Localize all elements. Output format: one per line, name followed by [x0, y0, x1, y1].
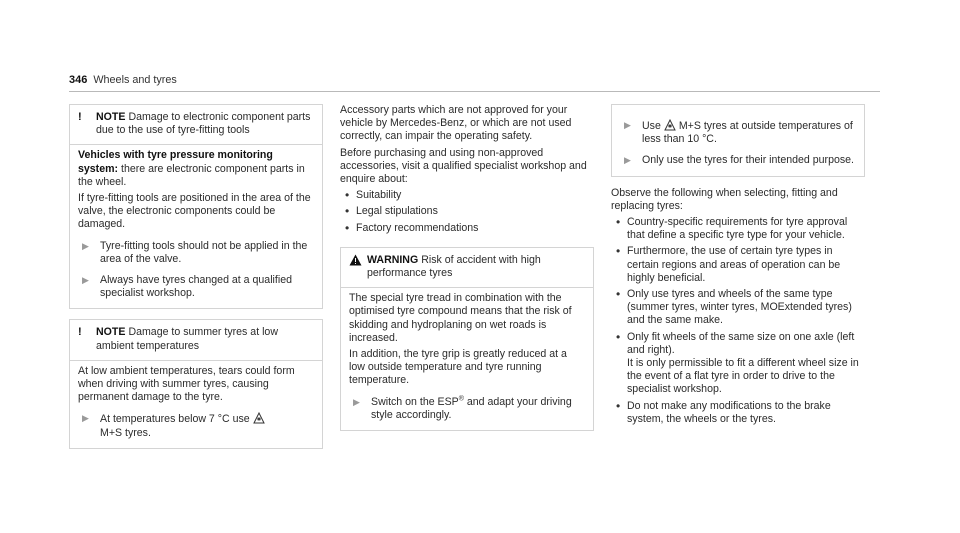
play-arrow-icon: ▶: [82, 413, 89, 424]
list-item-extra: It is only permissible to fit a different wheel size in the event of a flat tyre in order to drive to the specialist workshop.: [627, 357, 859, 396]
column-middle: [340, 104, 594, 441]
accessory-paragraph: Accessory parts which are not approved for your vehicle by Mercedes-Benz, or which are not used correctly, can impair the operating safety.: [340, 104, 572, 143]
note-header: [70, 320, 322, 360]
action-text: Tyre-fitting tools should not be applied in the area of the valve.: [100, 239, 308, 265]
column-left: [69, 104, 323, 459]
action-text: [642, 119, 856, 146]
warning-triangle-icon: [349, 254, 367, 280]
note-title-text: Damage to electronic component parts due to the use of tyre-fitting tools: [96, 111, 311, 137]
notice-icon: !: [78, 326, 82, 339]
note-subheading: Vehicles with tyre pressure monitoring system:: [78, 149, 273, 175]
note-box-summer-tyres: [69, 319, 323, 448]
play-arrow-icon: ▶: [624, 120, 631, 130]
snowflake-mountain-icon: [664, 119, 676, 131]
page-header: [69, 74, 880, 90]
action-step: [620, 154, 856, 167]
warning-paragraph: The special tyre tread in combination with the optimised tyre compound means that the risk of skidding and hydroplaning on wet roads is increased.: [349, 292, 572, 344]
action-step: [78, 240, 314, 266]
play-arrow-icon: ▶: [624, 155, 631, 166]
tyre-rules-list: [611, 216, 865, 426]
action-step: [620, 119, 856, 146]
list-item: [611, 331, 865, 397]
action-text-start: At temperatures below 7 °C use: [100, 413, 250, 426]
action-step: [78, 412, 314, 439]
play-arrow-icon: ▶: [353, 396, 360, 407]
purchase-paragraph: Before purchasing and using non-approved accessories, visit a qualified specialist workshop and enquire about:: [340, 146, 587, 186]
note-subtext: there are electronic component parts in the wheel.: [78, 162, 305, 188]
action-step: [349, 396, 585, 422]
play-arrow-icon: ▶: [82, 275, 89, 286]
enquiry-list: [340, 189, 594, 235]
note-header: [70, 105, 322, 145]
warning-paragraph: In addition, the tyre grip is greatly reduced at a low outside temperature and tyre running temperature.: [349, 348, 567, 387]
note-keyword: NOTE: [96, 111, 126, 123]
action-text: [371, 396, 585, 422]
note-title-text: Damage to summer tyres at low ambient temperatures: [96, 326, 278, 352]
list-item: • Furthermore, the use of certain tyre types in certain regions and areas of operation can be highly beneficial.: [611, 245, 865, 285]
note-paragraph: If tyre-fitting tools are positioned in the area of the valve, the electronic components could be damaged.: [78, 192, 311, 231]
action-step: [78, 274, 314, 300]
column-right: [611, 104, 865, 430]
action-text: Always have tyres changed at a qualified specialist workshop.: [100, 274, 292, 300]
page-title: Wheels and tyres: [93, 74, 177, 86]
header-rule: [69, 91, 880, 92]
warning-title: [367, 254, 585, 280]
warning-header: [341, 248, 593, 288]
note-keyword: NOTE: [96, 326, 126, 339]
tyre-usage-body: [612, 107, 864, 176]
tyre-usage-box: [611, 104, 865, 177]
list-item: • Legal stipulations: [340, 205, 594, 218]
list-item: • Factory recommendations: [340, 222, 594, 235]
action-text-end: M+S tyres.: [100, 426, 151, 439]
list-item: • Do not make any modifications to the brake system, the wheels or the tyres.: [611, 400, 865, 426]
list-item-text: Only fit wheels of the same size on one axle (left and right).: [627, 330, 855, 356]
note-title: [96, 111, 314, 137]
action-text: Only use the tyres for their intended purpose.: [642, 154, 854, 167]
note-subparagraph: [78, 149, 314, 189]
action-text-start: Use: [642, 120, 661, 132]
snowflake-mountain-icon: [253, 412, 265, 424]
warning-body: [341, 288, 593, 430]
note-body: [70, 361, 322, 448]
list-item: • Country-specific requirements for tyre approval that define a specific tyre type for your vehicle.: [611, 216, 865, 242]
play-arrow-icon: ▶: [82, 240, 89, 251]
note-title: [96, 326, 314, 352]
note-body: [70, 145, 322, 308]
note-box-electronic-components: [69, 104, 323, 309]
list-item: • Suitability: [340, 189, 594, 202]
action-text-end: M+S tyres at outside temperatures of less than 10 °C.: [642, 120, 853, 146]
warning-box-high-performance-tyres: [340, 247, 594, 431]
warning-keyword: WARNING: [367, 253, 419, 266]
registered-mark: ®: [458, 395, 464, 403]
action-text-end: and adapt your driving style accordingly.: [371, 395, 572, 421]
notice-icon: !: [78, 111, 82, 123]
observe-paragraph: Observe the following when selecting, fitting and replacing tyres:: [611, 186, 838, 212]
page-number: 346: [69, 74, 88, 86]
action-text-start: Switch on the ESP: [371, 395, 459, 408]
note-paragraph: At low ambient temperatures, tears could form when driving with summer tyres, causing permanent damage to the tyre.: [78, 364, 295, 404]
list-item: • Only use tyres and wheels of the same type (summer tyres, winter tyres, MOExtended tyres) and the same make.: [611, 288, 865, 328]
action-text: [100, 412, 314, 439]
warning-title-text: Risk of accident with high performance tyres: [367, 253, 541, 280]
